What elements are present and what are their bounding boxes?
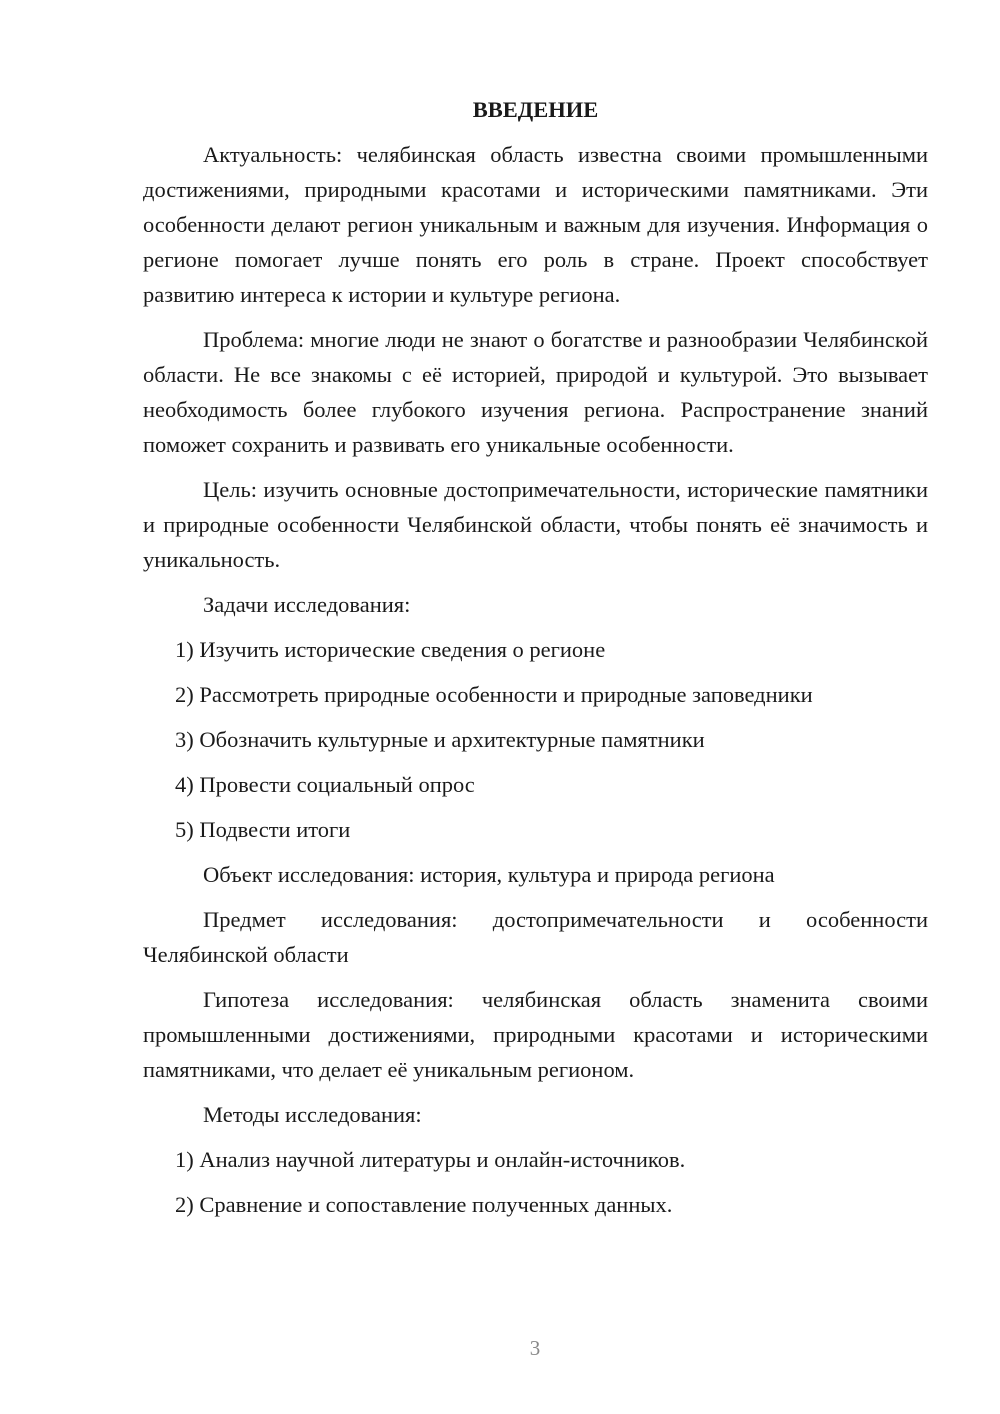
method-item: 1) Анализ научной литературы и онлайн-источников. — [175, 1147, 686, 1172]
task-item: 1) Изучить исторические сведения о регионе — [175, 637, 606, 662]
task-item: 5) Подвести итоги — [175, 817, 351, 842]
research-subject: Предмет исследования: достопримечательности и особенности Челябинской области — [143, 907, 928, 967]
goal-paragraph: Цель: изучить основные достопримечательности, исторические памятники и природные особенности Челябинской области, чтобы понять её значимость и уникальность. — [143, 477, 928, 572]
task-item: 4) Провести социальный опрос — [175, 772, 475, 797]
task-item: 2) Рассмотреть природные особенности и природные заповедники — [175, 682, 813, 707]
methods-heading: Методы исследования: — [203, 1102, 422, 1127]
relevance-paragraph: Актуальность: челябинская область известна своими промышленными достижениями, природными красотами и историческими памятниками. Эти особенности делают регион уникальным и важным для изучения. Информация о регионе помогает лучше понять его роль в стране. Проект способствует развитию интереса к истории и культуре региона. — [143, 142, 928, 307]
task-item: 3) Обозначить культурные и архитектурные памятники — [175, 727, 705, 752]
problem-paragraph: Проблема: многие люди не знают о богатстве и разнообразии Челябинской области. Не все знакомы с её историей, природой и культурой. Это вызывает необходимость более глубокого изучения региона. Распространение знаний поможет сохранить и развивать его уникальные особенности. — [143, 327, 928, 457]
tasks-heading: Задачи исследования: — [203, 592, 411, 617]
method-item: 2) Сравнение и сопоставление полученных данных. — [175, 1192, 673, 1217]
section-title: ВВЕДЕНИЕ — [472, 97, 599, 122]
hypothesis-paragraph: Гипотеза исследования: челябинская область знаменита своими промышленными достижениями, природными красотами и историческими памятниками, что делает её уникальным регионом. — [143, 987, 928, 1082]
page-number: 3 — [529, 1336, 541, 1360]
page-content — [143, 92, 928, 1232]
research-object: Объект исследования: история, культура и природа региона — [203, 862, 775, 887]
